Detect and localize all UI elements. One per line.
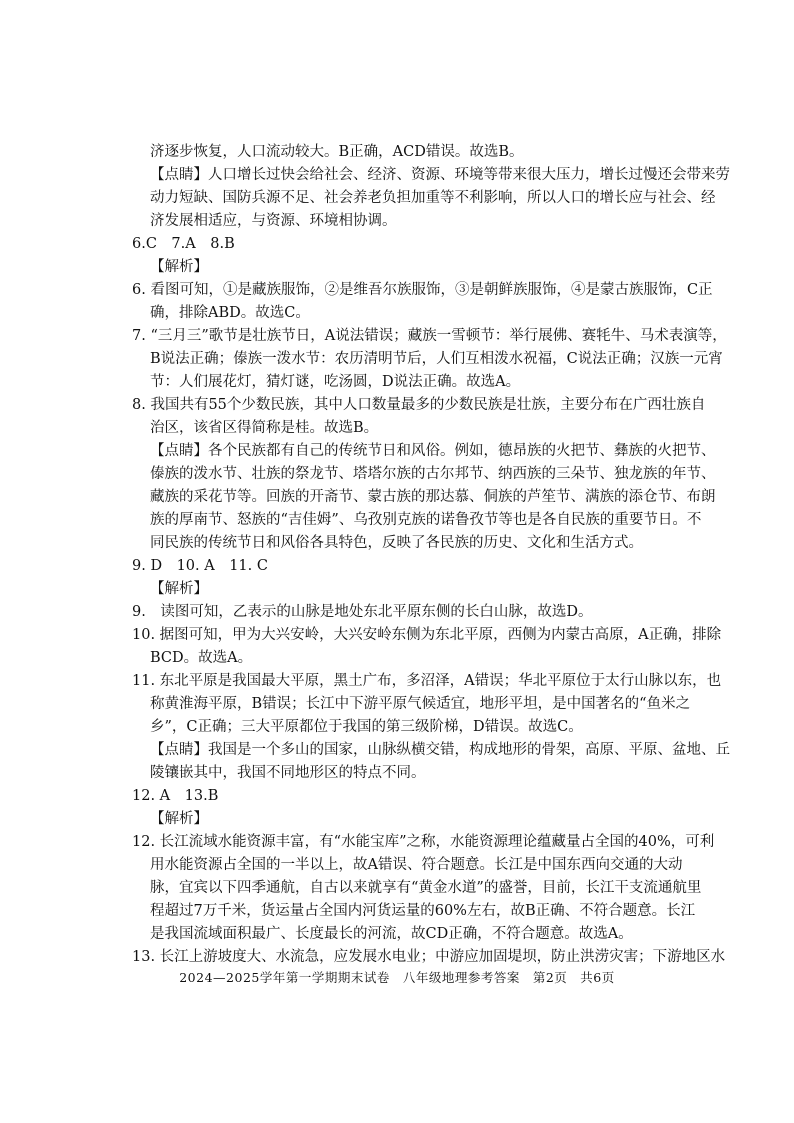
text-line: 13. 长江上游坡度大、水流急，应发展水电业；中游应加固堤坝，防止洪涝灾害；下游地区水 [132,949,726,965]
text-line: 7. “三月三”歌节是壮族节日，A说法错误；藏族一雪顿节：举行展佛、赛牦牛、马术表演等， [132,328,727,344]
note-line: 【点睛】各个民族都有自己的传统节日和风俗。例如，德昂族的火把节、彝族的火把节、 [150,443,716,459]
text-line: 族的厚南节、怒族的“吉佳姆”、乌孜别克族的诺鲁孜节等也是各自民族的重要节日。不 [150,512,702,528]
text-line: BCD。故选A。 [150,650,253,666]
note-line: 【点睛】我国是一个多山的国家，山脉纵横交错，构成地形的骨架，高原、平原、盆地、丘 [150,742,730,758]
answer-key-line: 9. D 10. A 11. C [132,558,268,574]
text-line: 12. 长江流域水能资源丰富，有“水能宝库”之称，水能资源理论蕴藏量占全国的40%，可利 [132,834,715,850]
text-line: 确，排除ABD。故选C。 [150,305,310,321]
text-line: 8. 我国共有55个少数民族，其中人口数量最多的少数民族是壮族，主要分布在广西壮族自 [132,397,706,413]
text-line: 9. 读图可知，乙表示的山脉是地处东北平原东侧的长白山脉，故选D。 [132,604,593,620]
text-line: 济发展相适应，与资源、环境相协调。 [150,213,397,229]
text-line: 节：人们展花灯，猜灯谜，吃汤圆，D说法正确。故选A。 [150,374,521,390]
text-line: 陵镶嵌其中，我国不同地形区的特点不同。 [150,765,426,781]
text-line: 10. 据图可知，甲为大兴安岭，大兴安岭东侧为东北平原，西侧为内蒙古高原，A正确，排除 [132,627,722,643]
page-footer: 2024—2025学年第一学期期末试卷 八年级地理参考答案 第2页 共6页 [179,970,615,985]
analysis-heading: 【解析】 [150,581,208,597]
text-line: B说法正确；傣族一泼水节：农历清明节后，人们互相泼水祝福，C说法正确；汉族一元宵 [150,351,723,367]
text-line: 动力短缺、国防兵源不足、社会养老负担加重等不利影响，所以人口的增长应与社会、经 [150,190,716,206]
answer-key-line: 12. A 13.B [132,788,219,804]
text-line: 同民族的传统节日和风俗各具特色，反映了各民族的历史、文化和生活方式。 [150,535,643,551]
text-line: 用水能资源占全国的一半以上，故A错误、符合题意。长江是中国东西向交通的大动 [150,857,683,873]
text-line: 治区，该省区得简称是桂。故选B。 [150,420,379,436]
text-line: 程超过7万千米，货运量占全国内河货运量的60%左右，故B正确、不符合题意。长江 [150,903,696,919]
text-line: 脉，宜宾以下四季通航，自古以来就享有“黄金水道”的盛誉，目前，长江干支流通航里 [150,880,702,896]
text-line: 乡”，C正确；三大平原都位于我国的第三级阶梯，D错误。故选C。 [150,719,583,735]
text-line: 11. 东北平原是我国最大平原，黑土广布，多沼泽，A错误；华北平原位于太行山脉以东，也 [132,673,722,689]
text-line: 是我国流域面积最广、长度最长的河流，故CD正确，不符合题意。故选A。 [150,926,633,942]
answer-key-line: 6.C 7.A 8.B [132,236,235,252]
analysis-heading: 【解析】 [150,259,208,275]
analysis-heading: 【解析】 [150,811,208,827]
text-line: 称黄淮海平原，B错误；长江中下游平原气候适宜，地形平坦，是中国著名的“鱼米之 [150,696,691,712]
note-line: 【点睛】人口增长过快会给社会、经济、资源、环境等带来很大压力，增长过慢还会带来劳 [150,167,730,183]
text-line: 济逐步恢复，人口流动较大。B正确，ACD错误。故选B。 [150,144,524,160]
text-line: 傣族的泼水节、壮族的祭龙节、塔塔尔族的古尔邦节、纳西族的三朵节、独龙族的年节、 [150,466,716,482]
text-line: 藏族的采花节等。回族的开斋节、蒙古族的那达慕、侗族的芦笙节、满族的添仓节、布朗 [150,489,716,505]
text-line: 6. 看图可知，①是藏族服饰，②是维吾尔族服饰，③是朝鲜族服饰，④是蒙古族服饰，C正 [132,282,713,298]
